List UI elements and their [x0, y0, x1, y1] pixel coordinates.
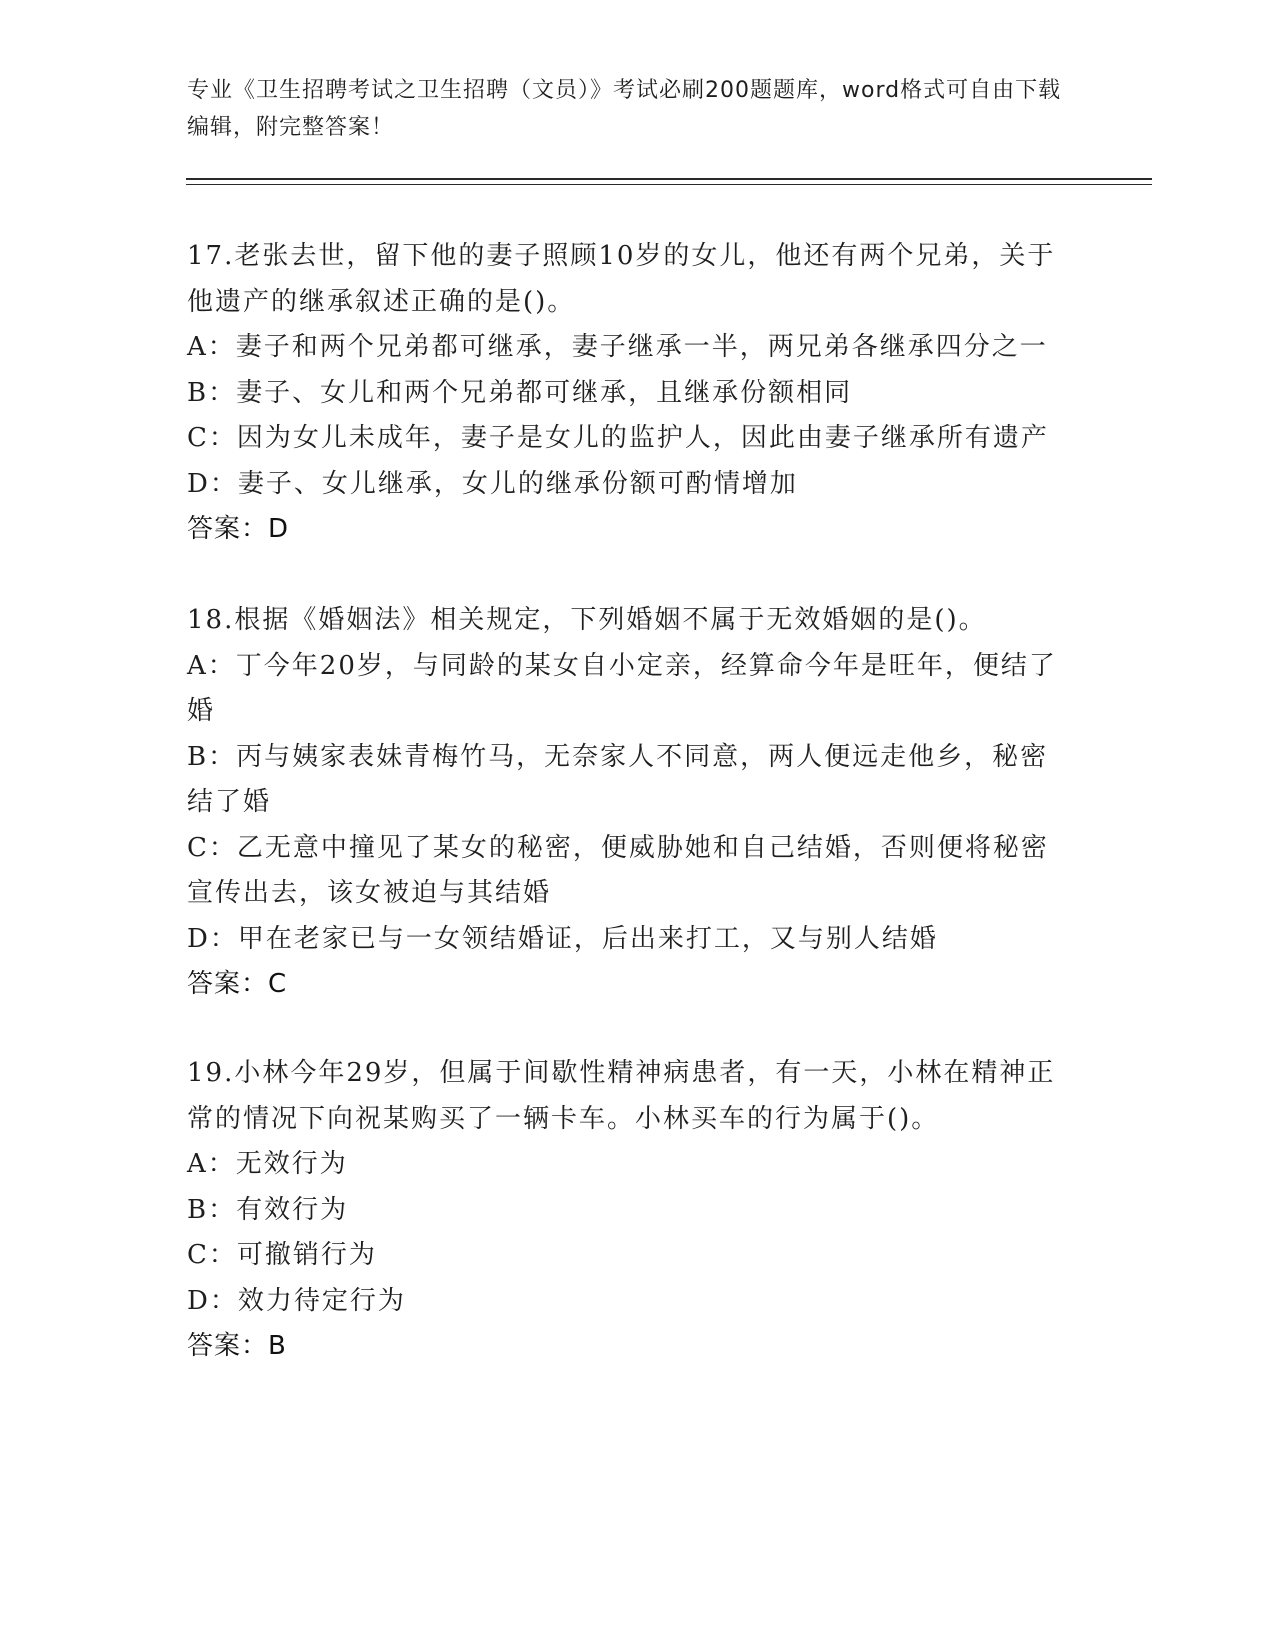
option-a: A：妻子和两个兄弟都可继承，妻子继承一半，两兄弟各继承四分之一 — [187, 332, 1048, 362]
question-stem: 19.小林今年29岁，但属于间歇性精神病患者，有一天，小林在精神正常的情况下向祝某购买了一辆卡车。小林买车的行为属于()。 — [187, 1058, 1056, 1134]
option-a: A：无效行为 — [187, 1149, 348, 1179]
option-d: D：妻子、女儿继承，女儿的继承份额可酌情增加 — [187, 468, 798, 499]
question-19 — [187, 1051, 1067, 1370]
option-b: B：丙与姨家表妹青梅竹马，无奈家人不同意，两人便远走他乡，秘密结了婚 — [187, 741, 1049, 817]
question-18 — [187, 598, 1067, 1008]
answer-label: 答案：B — [187, 1331, 287, 1361]
option-d: D：效力待定行为 — [187, 1285, 406, 1316]
question-stem: 17.老张去世，留下他的妻子照顾10岁的女儿，他还有两个兄弟，关于他遗产的继承叙述正确的是()。 — [187, 241, 1056, 317]
question-stem: 18.根据《婚姻法》相关规定，下列婚姻不属于无效婚姻的是()。 — [187, 605, 987, 635]
option-b: B：妻子、女儿和两个兄弟都可继承，且继承份额相同 — [187, 377, 853, 408]
option-b: B：有效行为 — [187, 1194, 349, 1225]
option-c: C：乙无意中撞见了某女的秘密，便威胁她和自己结婚，否则便将秘密宣传出去，该女被迫与其结婚 — [187, 832, 1049, 908]
option-a: A：丁今年20岁，与同龄的某女自小定亲，经算命今年是旺年，便结了婚 — [187, 650, 1057, 726]
document-header: 专业《卫生招聘考试之卫生招聘（文员）》考试必刷200题题库，word格式可自由下载编辑，附完整答案！ — [187, 78, 1062, 140]
option-c: C：可撤销行为 — [187, 1240, 377, 1270]
header-divider-thick — [186, 178, 1152, 180]
answer-label: 答案：D — [187, 514, 290, 544]
option-c: C：因为女儿未成年，妻子是女儿的监护人，因此由妻子继承所有遗产 — [187, 423, 1049, 453]
header-divider-thin — [186, 184, 1152, 185]
question-17 — [187, 234, 1067, 553]
answer-label: 答案：C — [187, 969, 288, 999]
option-d: D：甲在老家已与一女领结婚证，后出来打工，又与别人结婚 — [187, 923, 938, 954]
